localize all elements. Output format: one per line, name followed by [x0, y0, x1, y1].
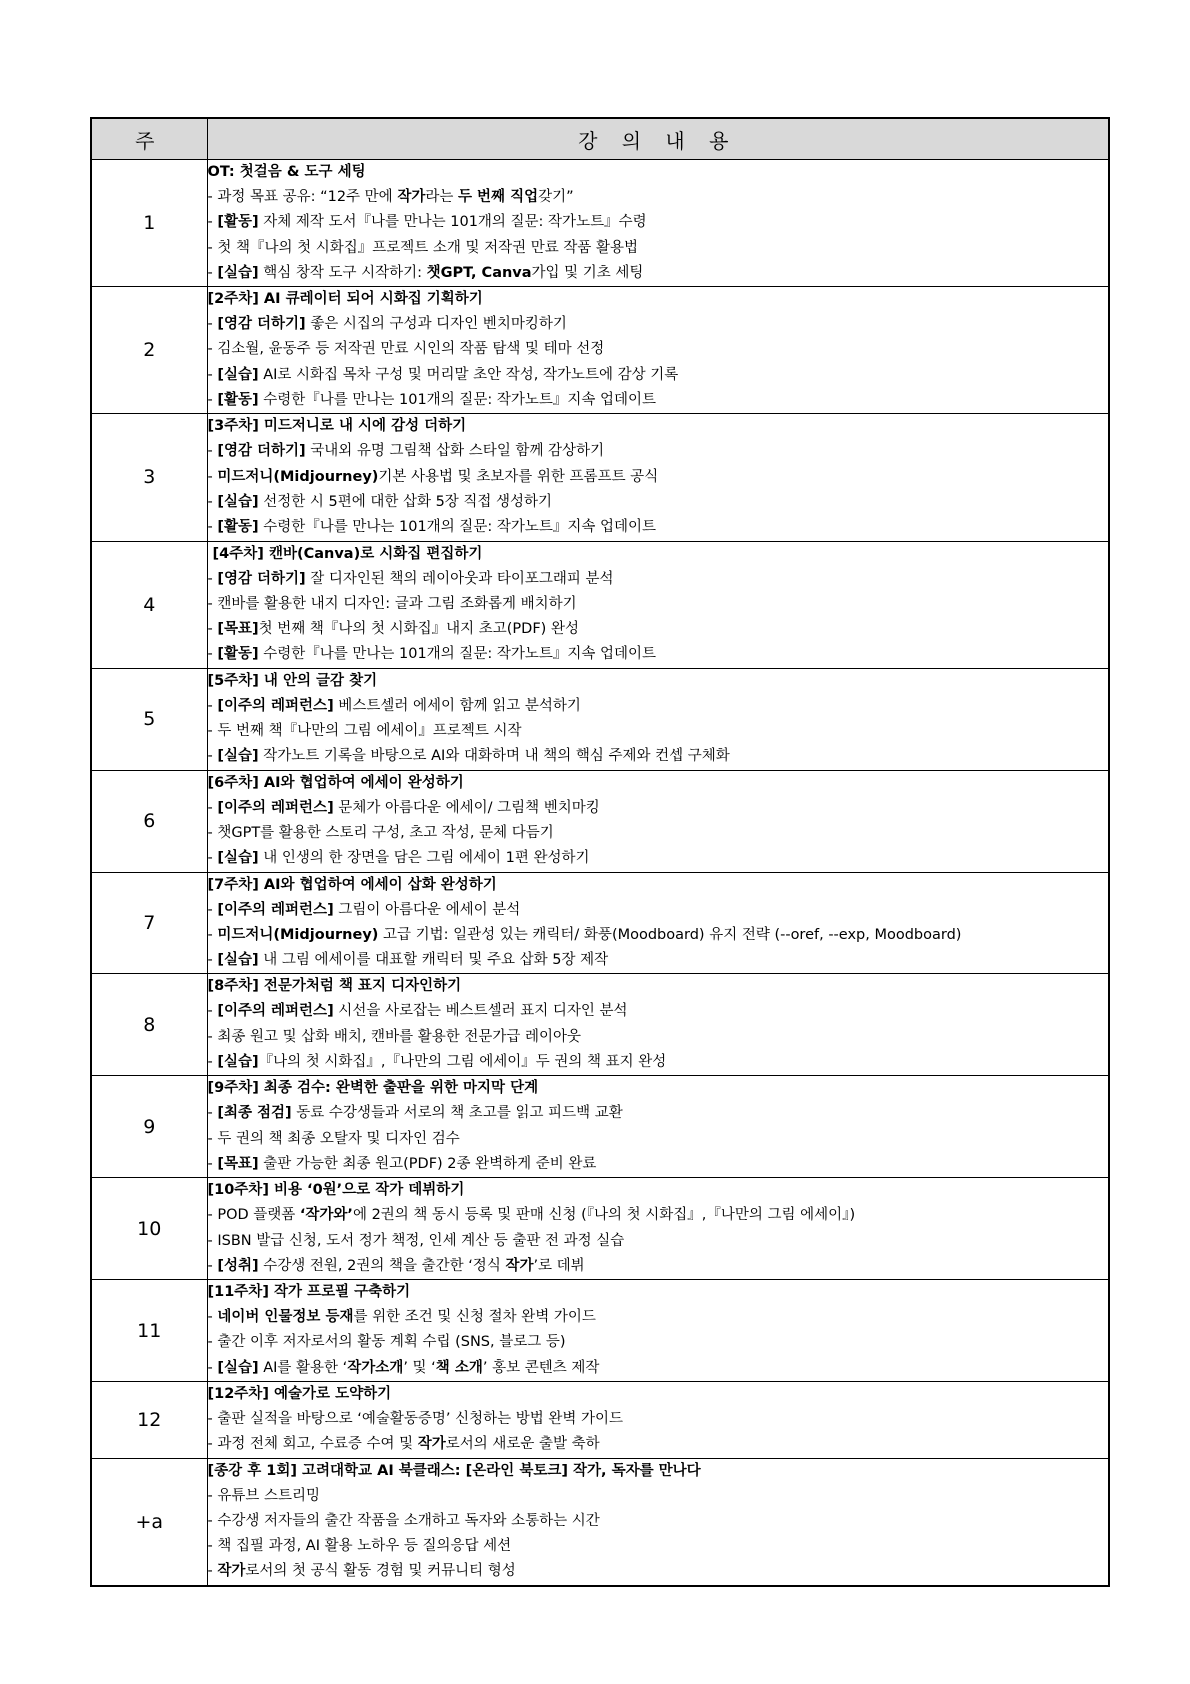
content-line [208, 261, 1109, 286]
content-line [208, 923, 1109, 948]
line-text: - 과정 전체 회고, 수료증 수여 및 [207, 1436, 418, 1453]
week-content [207, 541, 1109, 668]
line-text: - [207, 1155, 218, 1172]
week-content [207, 1458, 1109, 1586]
table-row [91, 770, 1109, 872]
week-title: OT: 첫걸음 & 도구 세팅 [207, 164, 366, 180]
table-row [91, 1381, 1109, 1458]
line-text: - 과정 목표 공유: “12주 만에 [207, 189, 398, 205]
line-text: - [207, 1054, 218, 1071]
line-text: 베스트셀러 에세이 함께 읽고 분석하기 [333, 697, 581, 714]
line-text: - 출판 실적을 바탕으로 ‘예술활동증명’ 신청하는 방법 완벽 가이드 [207, 1410, 624, 1427]
line-text: - [207, 697, 218, 714]
emphasis-text: [실습] [217, 264, 259, 281]
content-line [208, 1407, 1109, 1432]
line-text: - 출간 이후 저자로서의 활동 계획 수립 (SNS, 블로그 등) [207, 1334, 566, 1351]
line-text: 내 그림 에세이를 대표할 캐릭터 및 주요 삽화 5장 제작 [258, 952, 609, 969]
week-number: 2 [91, 287, 207, 414]
line-text: 작가노트 기록을 바탕으로 AI와 대화하며 내 책의 핵심 주제와 컨셉 구체화 [258, 748, 730, 765]
line-text: ’로 데뷔 [533, 1257, 585, 1274]
week-number: 4 [91, 541, 207, 668]
week-content [207, 1280, 1109, 1382]
content-line [208, 1534, 1109, 1559]
content-line [208, 1559, 1109, 1584]
emphasis-text: 작가 [505, 1257, 534, 1274]
emphasis-text: 미드저니(Midjourney) [217, 468, 379, 485]
emphasis-text: 챗GPT, Canva [426, 264, 532, 281]
line-text: - [207, 468, 218, 485]
week-number: +a [91, 1458, 207, 1586]
week-content [207, 1381, 1109, 1458]
emphasis-text: 작가 [217, 1563, 246, 1580]
emphasis-text: [실습] [217, 1359, 259, 1376]
line-text: - [207, 366, 218, 383]
line-text: 수령한『나를 만나는 101개의 질문: 작가노트』지속 업데이트 [258, 392, 656, 409]
content-column-header: 강 의 내 용 [207, 118, 1109, 160]
line-text: - [207, 850, 218, 867]
line-text: - 수강생 저자들의 출간 작품을 소개하고 독자와 소통하는 시간 [207, 1512, 600, 1529]
emphasis-text: [활동] [217, 519, 259, 536]
line-text: - [207, 392, 218, 409]
line-text: - [207, 952, 218, 969]
line-text: 첫 번째 책『나의 첫 시화집』내지 초고(PDF) 완성 [258, 621, 579, 638]
content-line [208, 439, 1109, 464]
line-text: 라는 [425, 189, 458, 205]
line-text: 문체가 아름다운 에세이/ 그림책 벤치마킹 [333, 799, 600, 816]
week-number: 8 [91, 974, 207, 1076]
content-line [208, 617, 1109, 642]
week-column-header: 주 [91, 118, 207, 160]
emphasis-text: [이주의 레퍼런스] [217, 1003, 334, 1020]
content-line [208, 1229, 1109, 1254]
week-content [207, 1178, 1109, 1280]
emphasis-text: [성취] [217, 1257, 259, 1274]
table-row [91, 1280, 1109, 1382]
week-number: 11 [91, 1280, 207, 1382]
emphasis-text: [목표] [217, 1155, 259, 1172]
line-text: - [207, 901, 218, 918]
emphasis-text: [실습] [217, 1054, 259, 1071]
content-line [208, 490, 1109, 515]
week-content [207, 160, 1109, 287]
content-line [208, 642, 1109, 667]
line-text: 수령한『나를 만나는 101개의 질문: 작가노트』지속 업데이트 [258, 646, 656, 663]
table-row [91, 974, 1109, 1076]
content-line [208, 694, 1109, 719]
week-number: 7 [91, 872, 207, 974]
content-line [208, 515, 1109, 540]
content-line [208, 744, 1109, 769]
week-title: [9주차] 최종 검수: 완벽한 출판을 위한 마지막 단계 [207, 1080, 539, 1097]
line-text: 핵심 창작 도구 시작하기: [258, 264, 427, 281]
content-line [208, 1330, 1109, 1355]
line-text: 가입 및 기초 세팅 [531, 264, 644, 281]
line-text: - [207, 1359, 218, 1376]
emphasis-text: [실습] [217, 748, 259, 765]
week-content [207, 287, 1109, 414]
line-text: - [207, 570, 218, 587]
content-line [208, 846, 1109, 871]
week-title: [종강 후 1회] 고려대학교 AI 북클래스: [온라인 북토크] 작가, 독자를 만나다 [207, 1462, 701, 1479]
line-text: 로서의 첫 공식 활동 경험 및 커뮤니티 형성 [245, 1563, 516, 1580]
week-number: 12 [91, 1381, 207, 1458]
week-content [207, 414, 1109, 541]
week-number: 1 [91, 160, 207, 287]
week-title: [11주차] 작가 프로필 구축하기 [207, 1284, 411, 1301]
week-number: 6 [91, 770, 207, 872]
line-text: - [207, 748, 218, 765]
table-row [91, 1178, 1109, 1280]
emphasis-text: 작가소개 [347, 1359, 404, 1376]
content-line [208, 1152, 1109, 1177]
content-line [208, 236, 1109, 261]
table-row [91, 414, 1109, 541]
week-content [207, 770, 1109, 872]
content-line [208, 388, 1109, 413]
line-text: - [207, 1309, 218, 1326]
emphasis-text: [영감 더하기] [217, 443, 306, 460]
line-text: - 캔바를 활용한 내지 디자인: 글과 그림 조화롭게 배치하기 [207, 595, 577, 612]
content-line [208, 337, 1109, 362]
content-line [208, 1025, 1109, 1050]
content-line [208, 796, 1109, 821]
schedule-body [91, 160, 1109, 1586]
line-text: - 첫 책『나의 첫 시화집』프로젝트 소개 및 저작권 만료 작품 활용법 [207, 239, 638, 256]
week-title: [2주차] AI 큐레이터 되어 시화집 기획하기 [207, 291, 483, 308]
content-line [208, 185, 1109, 210]
line-text: - 챗GPT를 활용한 스토리 구성, 초고 작성, 문체 다듬기 [207, 824, 554, 841]
content-line [208, 719, 1109, 744]
week-title: [8주차] 전문가처럼 책 표지 디자인하기 [207, 978, 462, 995]
line-text: - [207, 493, 218, 510]
week-content [207, 872, 1109, 974]
line-text: ’ 홍보 콘텐츠 제작 [482, 1359, 600, 1376]
line-text: - [207, 1257, 218, 1274]
emphasis-text: 네이버 인물정보 등재 [217, 1309, 354, 1326]
week-title: [12주차] 예술가로 도약하기 [207, 1385, 392, 1402]
table-row [91, 668, 1109, 770]
emphasis-text: [활동] [217, 392, 259, 409]
line-text: 로서의 새로운 출발 축하 [445, 1436, 600, 1453]
course-schedule-table [90, 117, 1110, 1587]
line-text: 선정한 시 5편에 대한 삽화 5장 직접 생성하기 [258, 493, 553, 510]
line-text: 잘 디자인된 책의 레이아웃과 타이포그래피 분석 [305, 570, 614, 587]
content-line [208, 999, 1109, 1024]
emphasis-text: 책 소개 [435, 1359, 483, 1376]
line-text: - 김소월, 윤동주 등 저작권 만료 시인의 작품 탐색 및 테마 선정 [207, 341, 605, 358]
line-text: 에 2권의 책 동시 등록 및 판매 신청 (『나의 첫 시화집』,『나만의 그림 에세이』) [352, 1207, 856, 1224]
table-row [91, 872, 1109, 974]
week-number: 10 [91, 1178, 207, 1280]
line-text: 기본 사용법 및 초보자를 위한 프롬프트 공식 [378, 468, 659, 485]
line-text: 좋은 시집의 구성과 디자인 벤치마킹하기 [305, 316, 567, 333]
table-row [91, 1458, 1109, 1586]
line-text: AI로 시화집 목차 구성 및 머리말 초안 작성, 작가노트에 감상 기록 [258, 366, 679, 383]
line-text: - [207, 1105, 218, 1122]
content-line [208, 1050, 1109, 1075]
emphasis-text: [실습] [217, 366, 259, 383]
week-title: [7주차] AI와 협업하여 에세이 삽화 완성하기 [207, 876, 497, 893]
line-text: - [207, 316, 218, 333]
line-text: 수령한『나를 만나는 101개의 질문: 작가노트』지속 업데이트 [258, 519, 656, 536]
content-line [208, 821, 1109, 846]
content-line [208, 1203, 1109, 1228]
content-line [208, 948, 1109, 973]
emphasis-text: [이주의 레퍼런스] [217, 697, 334, 714]
week-number: 3 [91, 414, 207, 541]
table-row [91, 541, 1109, 668]
line-text: 동료 수강생들과 서로의 책 초고를 읽고 피드백 교환 [291, 1105, 623, 1122]
week-content [207, 974, 1109, 1076]
line-text: - [207, 1003, 218, 1020]
emphasis-text: [실습] [217, 952, 259, 969]
line-text: - 두 권의 책 최종 오탈자 및 디자인 검수 [207, 1130, 460, 1147]
content-line [208, 1509, 1109, 1534]
content-line [208, 210, 1109, 235]
week-number: 9 [91, 1076, 207, 1178]
line-text: 출판 가능한 최종 원고(PDF) 2종 완벽하게 준비 완료 [258, 1155, 597, 1172]
line-text: - [207, 443, 218, 460]
line-text: - [207, 621, 218, 638]
content-line [208, 1254, 1109, 1279]
emphasis-text: [이주의 레퍼런스] [217, 799, 334, 816]
emphasis-text: 작가 [417, 1436, 446, 1453]
week-content [207, 1076, 1109, 1178]
content-line [208, 465, 1109, 490]
emphasis-text: 미드저니(Midjourney) [217, 926, 379, 943]
emphasis-text: [최종 점검] [217, 1105, 292, 1122]
line-text: 시선을 사로잡는 베스트셀러 표지 디자인 분석 [333, 1003, 628, 1020]
emphasis-text: 두 번째 직업 [457, 189, 539, 205]
emphasis-text: [실습] [217, 493, 259, 510]
emphasis-text: [영감 더하기] [217, 316, 306, 333]
week-title: [5주차] 내 안의 글감 찾기 [207, 672, 378, 689]
line-text: 국내외 유명 그림책 삽화 스타일 함께 감상하기 [305, 443, 605, 460]
content-line [208, 898, 1109, 923]
line-text: ’ 및 ‘ [403, 1359, 436, 1376]
week-title: [4주차] 캔바(Canva)로 시화집 편집하기 [207, 545, 483, 562]
line-text: - POD 플랫폼 [207, 1207, 300, 1224]
line-text: - [207, 646, 218, 663]
line-text: - 두 번째 책『나만의 그림 에세이』프로젝트 시작 [207, 723, 522, 740]
week-title: [6주차] AI와 협업하여 에세이 완성하기 [207, 774, 464, 791]
line-text: - [207, 264, 218, 281]
content-line [208, 592, 1109, 617]
line-text: 고급 기법: 일관성 있는 캐릭터/ 화풍(Moodboard) 유지 전략 (--oref, --exp, Moodboard) [378, 926, 962, 943]
line-text: 수강생 전원, 2권의 책을 출간한 ‘정식 [258, 1257, 506, 1274]
line-text: - 책 집필 과정, AI 활용 노하우 등 질의응답 세션 [207, 1538, 512, 1555]
week-content [207, 668, 1109, 770]
line-text: 갖기” [538, 189, 574, 205]
table-row [91, 160, 1109, 287]
line-text: - 유튜브 스트리밍 [207, 1487, 320, 1504]
line-text: - 최종 원고 및 삽화 배치, 캔바를 활용한 전문가급 레이아웃 [207, 1028, 581, 1045]
line-text: 『나의 첫 시화집』,『나만의 그림 에세이』두 권의 책 표지 완성 [258, 1054, 667, 1071]
emphasis-text: [활동] [217, 646, 259, 663]
line-text: - [207, 214, 218, 231]
table-row [91, 1076, 1109, 1178]
line-text: - [207, 926, 218, 943]
line-text: - [207, 1563, 218, 1580]
content-line [208, 363, 1109, 388]
line-text: - ISBN 발급 신청, 도서 정가 책정, 인세 계산 등 출판 전 과정 실습 [207, 1232, 625, 1249]
line-text: 그림이 아름다운 에세이 분석 [333, 901, 521, 918]
line-text: 를 위한 조건 및 신청 절차 완벽 가이드 [353, 1309, 596, 1326]
week-title: [10주차] 비용 ‘0원’으로 작가 데뷔하기 [207, 1182, 465, 1199]
content-line [208, 1101, 1109, 1126]
content-line [208, 1356, 1109, 1381]
content-line [208, 1432, 1109, 1457]
line-text: - [207, 519, 218, 536]
emphasis-text: [실습] [217, 850, 259, 867]
content-line [208, 1305, 1109, 1330]
content-line [208, 1127, 1109, 1152]
table-row [91, 287, 1109, 414]
line-text: 자체 제작 도서『나를 만나는 101개의 질문: 작가노트』수령 [258, 214, 647, 231]
line-text: - [207, 799, 218, 816]
emphasis-text: [목표] [217, 621, 259, 638]
line-text: AI를 활용한 ‘ [258, 1359, 348, 1376]
content-line [208, 1484, 1109, 1509]
content-line [208, 312, 1109, 337]
emphasis-text: [이주의 레퍼런스] [217, 901, 334, 918]
emphasis-text: [영감 더하기] [217, 570, 306, 587]
emphasis-text: 작가 [397, 189, 426, 205]
emphasis-text: [활동] [217, 214, 259, 231]
table-header-row [91, 118, 1109, 160]
content-line [208, 567, 1109, 592]
week-title: [3주차] 미드저니로 내 시에 감성 더하기 [207, 418, 467, 435]
line-text: 내 인생의 한 장면을 담은 그림 에세이 1편 완성하기 [258, 850, 590, 867]
emphasis-text: ‘작가와’ [299, 1207, 353, 1224]
week-number: 5 [91, 668, 207, 770]
